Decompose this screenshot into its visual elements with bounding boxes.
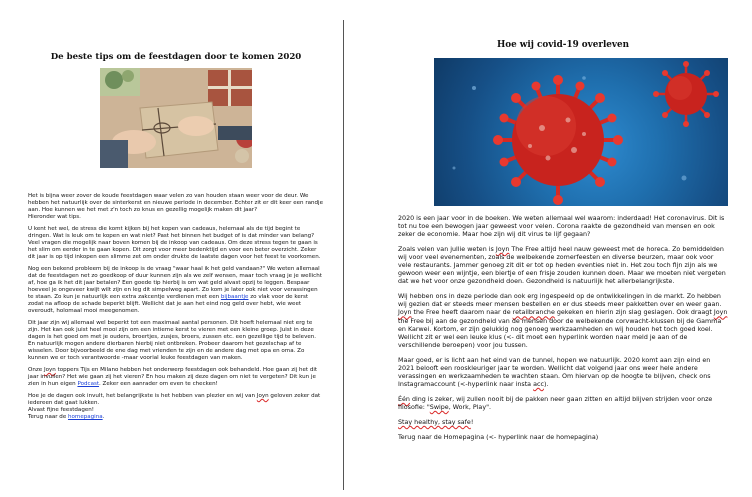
right-p3-text-b: the Free heeft daarom naar de <box>411 309 513 317</box>
right-paragraph-7 <box>398 434 728 442</box>
right-p7-text: Terug naar de Homepagina (<- hyperlink naar de homepagina) <box>398 434 599 442</box>
right-paragraph-2 <box>398 246 728 286</box>
gift-wrapping-photo <box>100 68 252 168</box>
right-p5-een: Één <box>398 395 410 403</box>
left-paragraph-2 <box>28 226 324 261</box>
homepagina-link[interactable]: homepagina <box>68 413 103 420</box>
left-paragraph-6 <box>28 393 324 421</box>
right-p3-joyn-2: Joyn <box>713 309 728 317</box>
right-p3-text-d: the Free bij aan de gezondheid van de mensen door de welbekende corvwacht-klussen bij de Gamma en Karwei. Kortom, er zijn gelukkig nog genoeg werkzaamheden en wij houden het toch goed koel. Wellicht zit er wel een leuke klus (<- dit moet een hyperlink worden naar meld je aan of de verschillende beroepen) voor jou tussen. <box>398 317 722 349</box>
right-p4-acc: acc <box>533 380 544 388</box>
left-paragraph-1 <box>28 193 324 221</box>
left-p2-text: U kent het wel, de stress die komt kijken bij het kopen van cadeaus, helemaal als de tijd begint te dringen. Wat is leuk om te kopen en wat niet? Past het binnen het budget of is dat minder van belang? Veel vragen die mogelijk naar boven komen bij de inkoop van cadeaus. Om deze stress tegen te gaan is het slim om eerder in te gaan kopen. Dit zorgt voor meer bedenktijd en voor een beter overzicht. Zeker dit jaar is op tijd inkopen een slimme zet om onder drukte de laatste dagen voor het feest te voorkomen. <box>28 226 321 260</box>
right-p2-joyn: Joyn <box>495 246 510 254</box>
right-p2-text-b: The Free altijd heel nauw geweest met de horeca. Zo bemiddelden wij voor veel evenementen, zoals de welbekende zomerfeesten en diverse beurzen, maar ook voor vele restaurants. Jammer genoeg zit dit er tot op heden eventies niet in. Het zou toch fijn zijn als we gewoon weer een wijntje, een biertje of een frisje zouden kunnen doen. Maar we moeten niet vergeten dat we het voor onze gezondheid doen. Gezondheid is natuurlijk het allerbelangrijkste. <box>398 246 726 286</box>
right-p3-text-a: Wij hebben ons in deze periode dan ook erg ingespeeld op de ontwikkelingen in de markt. Zo hebben wij gezien dat er steeds meer mensen bestellen en er dus steeds meer pakketten over en weer gaan. <box>398 293 722 309</box>
right-paragraph-4 <box>398 357 728 389</box>
left-p1-intro: Het is bijna weer zover de koude feestdagen waar velen zo van houden staan weer voor de deur. We hebben het natuurlijk over de sinterkerst en nieuwe periode in december. Echter zit er dit keer een randje aan. Hoe kunnen we het met z'n toch zo knus en gezellig mogelijk maken dit jaar? <box>28 193 323 213</box>
right-article-title: Hoe wij covid-19 overleven <box>496 40 630 50</box>
right-p3-joyn-1: Joyn <box>398 309 412 317</box>
left-p6-joyn: Joyn <box>256 393 269 400</box>
right-p5-text-a: ding is zeker, wij zullen nooit bij de pakken neer gaan zitten en altijd blijven strijden voor onze filosofie: " <box>398 395 713 411</box>
left-article-title: De beste tips om de feestdagen door te komen 2020 <box>50 52 302 62</box>
left-p4-text: Dit jaar zijn wij allemaal wel beperkt tot een maximaal aantal personen. Dit hoeft helemaal niet erg te zijn. Het kan ook juist heel mooi zijn om een intieme kerst te vieren met een kleine groep. Juist in deze dagen is het goed om met je ouders, broertjes, zusjes, broers, zussen etc. een gezellige tijd te beleven. En natuurlijk mogen andere dierbaren hierbij niet ontbreken. Probeer daarom het gezelschap af te wisselen. Door bijvoorbeeld de ene dag met vrienden te zijn en de andere dag met opa en oma. Zo kunnen we er toch verantwoorde -maar voorial leuke feestdagen van maken. <box>28 320 317 361</box>
right-p3-retailbranche: retailbranche <box>512 309 555 317</box>
column-divider <box>343 20 344 490</box>
right-paragraph-3 <box>398 293 728 349</box>
coronavirus-illustration <box>434 58 728 206</box>
bijbaantje-link[interactable]: bijbaantje <box>220 293 249 300</box>
right-p5-text-b: , Work, Play". <box>448 403 492 411</box>
right-p4-text-b: ). <box>543 380 549 388</box>
left-article <box>28 52 324 421</box>
right-p4-text-a: Maar goed, er is licht aan het eind van de tunnel, hopen we natuurlijk. 2020 komt aan zijn eind en 2021 belooft een rooskleuriger jaar te worden. Wellicht dat volgend jaar ons weer hele andere verassingen en werkzaamheden te wachten staan. Om hiervan op de hoogte te blijven, check ons Instagramaccount (<-hyperlink naar insta <box>398 356 711 388</box>
right-article <box>398 40 728 442</box>
left-p6-greeting: Alvast fijne feestdagen! <box>28 406 95 413</box>
left-p5-joyn: Joyn <box>43 366 56 373</box>
right-p1-text: 2020 is een jaar voor in de boeken. We weten allemaal wel waarom: inderdaad! Het coronavirus. Dit is tot nu toe een bewogen jaar geweest voor velen. Corona raakte de gezondheid van mensen en ook zeker de economie. Maar hoe zijn wij dit virus te lijf gegaan? <box>398 215 725 239</box>
left-p6-text-a: Hoe je de dagen ook invult, het belangrijkste is het hebben van plezier en wij van <box>28 393 257 400</box>
left-paragraph-3 <box>28 266 324 314</box>
left-paragraph-5 <box>28 367 324 388</box>
left-p1-tips: Hieronder wat tips. <box>28 213 81 220</box>
right-p3-text-c: gekeken en hierin zijn slag geslagen. Ook draagt <box>554 309 714 317</box>
left-p5-text-c: . Zeker een aanrader om even te checken! <box>99 380 218 387</box>
left-p6-back-text: Terug naar de <box>28 413 67 420</box>
left-p3-text-a: Nog een bekend probleem bij de inkoop is de vraag "waar haal ik het geld vandaan?" We weten allemaal dat de feestdagen net zo goedkoop of duur kunnen zijn als we zelf wensen, maar toch vraag je je wellicht af, hoe ga ik het dit jaar betalen? Een goede tip hierbij is om wat geld alvast opzij te leggen. Bespaar hoeveel je ongeveer kwijt wilt zijn en leg dit simpelweg apart. Zo kom je later ook niet voor verassingen te staan. Zo kun je natuurlijk een extra zakcentje verdienen met een <box>28 266 322 300</box>
left-paragraph-4 <box>28 320 324 361</box>
right-p6-excl: ! <box>470 418 474 426</box>
right-p2-text-a: Zoals velen van jullie weten is <box>398 246 496 254</box>
left-p5-text-b: toppers Tijs en Milano hebben het onderwerp feestdagen ook behandeld. Hoe gaan zij het dit jaar invullen? Het wie gaan zij het vieren? En hou maken zij deze dagen om niet te vergeten? Dit kun je zien in hun eigen <box>28 366 318 387</box>
right-paragraph-1 <box>398 215 728 239</box>
left-p6-text-b: geloven zeker dat iedereen dat gaat lukken. <box>28 393 321 407</box>
left-p5-text-a: Onze <box>28 366 44 373</box>
right-paragraph-5 <box>398 396 728 412</box>
left-p6-period: . <box>102 413 105 420</box>
right-p6-stay: Stay healthy, stay safe <box>398 418 471 426</box>
podcast-link[interactable]: Podcast <box>77 380 100 387</box>
right-p5-swipe: Swipe <box>429 403 449 411</box>
right-paragraph-6 <box>398 419 728 427</box>
left-p3-text-b: zo vlak voor de kerst zodat na afloop de schade beperkt blijft. Wellicht dat je aan het eind nog geld over hebt, wie weet overoudt, holomaal mooi meegenomen. <box>28 293 309 314</box>
